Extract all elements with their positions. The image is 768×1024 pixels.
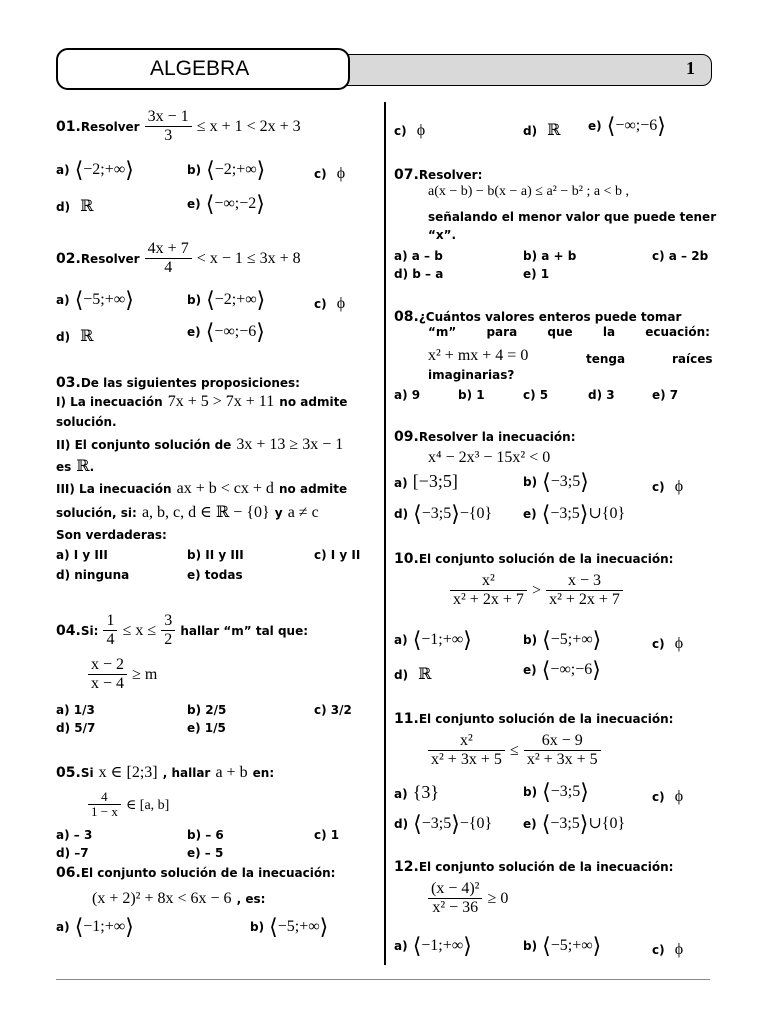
text: tenga — [586, 352, 626, 366]
text: señalando el menor valor que puede tener — [428, 210, 717, 224]
expression: x⁴ − 2x³ − 15x² < 0 — [428, 449, 551, 466]
option: b) ⟨−2;+∞⟩ — [187, 288, 266, 313]
option: a) 9 — [394, 388, 421, 402]
option: c) ϕ — [652, 788, 684, 805]
option: a) ⟨−1;+∞⟩ — [56, 915, 134, 940]
option: c) ϕ — [314, 295, 346, 312]
option: b) 2/5 — [187, 703, 227, 717]
header-bar — [340, 54, 712, 86]
problem-05: 05.Si x ∈ [2;3] , hallar a + b en: — [56, 764, 275, 781]
option: e) 1 — [523, 267, 550, 281]
problem-01 — [56, 108, 301, 145]
option: d) ⟨−3;5⟩−{0} — [394, 502, 493, 527]
text: solución, si: a, b, c, d ∈ ℝ − {0} y a ≠ c — [56, 504, 319, 521]
option: a) ⟨−1;+∞⟩ — [394, 628, 472, 653]
option: a) ⟨−5;+∞⟩ — [56, 288, 134, 313]
option: b) ⟨−5;+∞⟩ — [523, 628, 602, 653]
problem-lead: Resolver — [80, 120, 140, 134]
option: d) 5/7 — [56, 721, 96, 735]
option: b) II y III — [187, 548, 244, 562]
option: d) –7 — [56, 846, 89, 860]
option: d) 3 — [588, 388, 615, 402]
option: c) a – 2b — [652, 249, 709, 263]
expression: $\frac{x - 2}{x - 4}$ ≥ m — [88, 656, 157, 693]
option: e) ⟨−∞;−6⟩ — [588, 114, 666, 139]
page-title: ALGEBRA — [150, 57, 250, 80]
option: a) [−3;5] — [394, 471, 458, 491]
text: es ℝ. — [56, 458, 95, 475]
option: d) ℝ — [394, 666, 432, 683]
option: b) a + b — [523, 249, 577, 263]
column-divider — [384, 102, 386, 965]
option: c) 1 — [314, 828, 340, 842]
problem-08: 08.¿Cuántos valores enteros puede tomar — [394, 309, 682, 325]
option: d) ℝ — [56, 198, 94, 215]
option: e) – 5 — [187, 846, 224, 860]
option: e) ⟨−∞;−6⟩ — [523, 658, 601, 683]
option: b) ⟨−3;5⟩ — [523, 470, 589, 495]
problem-09: 09.Resolver la inecuación: — [394, 429, 576, 445]
option: c) 5 — [523, 388, 549, 402]
option: d) b – a — [394, 267, 444, 281]
option: c) I y II — [314, 548, 361, 562]
option: c) ϕ — [314, 165, 346, 182]
option: c) ϕ — [652, 478, 684, 495]
option: e) ⟨−3;5⟩∪{0} — [523, 502, 626, 527]
expression: a(x − b) − b(x − a) ≤ a² − b² ; a < b , — [428, 184, 629, 199]
option: a) – 3 — [56, 828, 93, 842]
option: a) 1/3 — [56, 703, 95, 717]
option: b) ⟨−5;+∞⟩ — [250, 915, 329, 940]
question: Son verdaderas: — [56, 528, 167, 542]
option: b) 1 — [458, 388, 485, 402]
expression: $\frac{\text{x²}}{\text{x² + 3x + 5}}$ ≤ $\frac{6x - 9}{\text{x² + 3x + 5}}$ — [428, 732, 601, 769]
fraction: $\frac{3x - 1}{3}$ — [145, 108, 192, 145]
problem-number: 01. — [56, 119, 81, 135]
option: e) ⟨−∞;−6⟩ — [187, 320, 265, 345]
option: b) ⟨−3;5⟩ — [523, 780, 589, 805]
text: solución. — [56, 415, 117, 429]
footer-rule — [56, 979, 710, 980]
option: e) ⟨−∞;−2⟩ — [187, 192, 265, 217]
header-title-box — [56, 48, 350, 90]
problem-10: 10.El conjunto solución de la inecuación: — [394, 551, 674, 567]
option: b) ⟨−2;+∞⟩ — [187, 158, 266, 183]
proposition-1: I) La inecuación 7x + 5 > 7x + 11 no admite — [56, 393, 348, 410]
problem-02: 02.Resolver $\frac{4x + 7}{4}$ < x − 1 ≤ 3x + 8 — [56, 240, 301, 276]
problem-11: 11.El conjunto solución de la inecuación: — [394, 711, 674, 727]
option: d) ℝ — [523, 122, 561, 139]
text: imaginarias? — [428, 368, 515, 382]
option: b) ⟨−5;+∞⟩ — [523, 934, 602, 959]
text: “m” para que la ecuación: — [428, 325, 710, 339]
option: e) todas — [187, 568, 243, 582]
option: e) 1/5 — [187, 721, 226, 735]
option: d) ninguna — [56, 568, 130, 582]
problem-04: 04.Si: $\frac{1}{4}$ ≤ x ≤ $\frac{3}{2}$ hallar “m” tal que: — [56, 612, 309, 648]
option: a) I y III — [56, 548, 108, 562]
proposition-2: II) El conjunto solución de 3x + 13 ≥ 3x − 1 — [56, 436, 344, 453]
option: a) {3} — [394, 782, 439, 802]
option: e) 7 — [652, 388, 679, 402]
problem-07: 07.Resolver: — [394, 167, 483, 183]
expression: (x + 2)² + 8x < 6x − 6 , es: — [92, 890, 266, 907]
problem-12: 12.El conjunto solución de la inecuación: — [394, 859, 674, 875]
option: d) ⟨−3;5⟩−{0} — [394, 812, 493, 837]
text: raíces — [672, 352, 713, 366]
option: b) – 6 — [187, 828, 224, 842]
problem-06: 06.El conjunto solución de la inecuación: — [56, 865, 336, 881]
text: “x”. — [428, 228, 457, 242]
expression: $\frac{\text{x²}}{\text{x² + 2x + 7}}$ > $\frac{x - 3}{\text{x² + 2x + 7}}$ — [450, 572, 623, 609]
option: c) ϕ — [652, 635, 684, 652]
option: d) ℝ — [56, 328, 94, 345]
proposition-3: III) La inecuación ax + b < cx + d no admite — [56, 480, 348, 497]
options-row: a) ⟨−2;+∞⟩ — [56, 158, 134, 183]
page-number: 1 — [686, 58, 695, 78]
expression: x² + mx + 4 = 0 — [428, 347, 529, 364]
problem-03: 03.De las siguientes proposiciones: — [56, 375, 300, 391]
expression: $\frac{\text{(x − 4)²}}{\text{x² − 36}}$ ≥ 0 — [428, 880, 508, 917]
option: e) ⟨−3;5⟩∪{0} — [523, 812, 626, 837]
option: c) 3/2 — [314, 703, 352, 717]
option: c) ϕ — [652, 941, 684, 958]
expression: $\frac{4}{1 - x}$ ∈ [a, b] — [88, 790, 169, 819]
option: a) a – b — [394, 249, 443, 263]
option: c) ϕ — [394, 122, 426, 139]
option: a) ⟨−1;+∞⟩ — [394, 934, 472, 959]
inequality: ≤ x + 1 < 2x + 3 — [196, 118, 301, 135]
